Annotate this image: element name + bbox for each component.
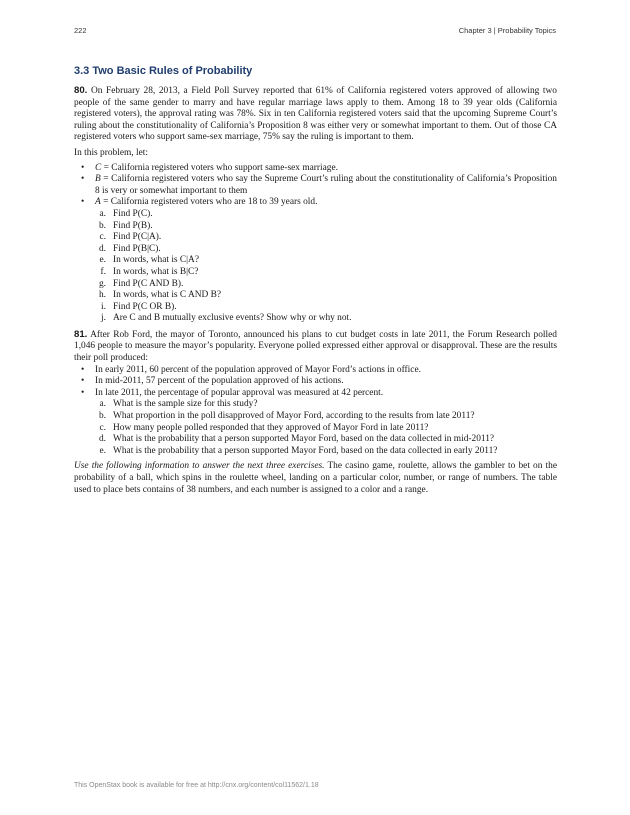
variable-name: C (95, 162, 102, 173)
list-item: d. Find P(B|C). (98, 243, 161, 254)
list-item: i. Find P(C OR B). (101, 301, 177, 312)
list-item: h. In words, what is C AND B? (98, 290, 222, 301)
list-item: f. In words, what is B|C? (100, 266, 199, 277)
roulette-intro (74, 461, 557, 496)
list-item: e. What is the probability that a person supported Mayor Ford, based on the data collected in early 2011? (99, 445, 498, 456)
variable-name: A (95, 197, 101, 208)
page-number: 222 (74, 26, 87, 35)
list-item: • In early 2011, 60 percent of the population approved of Mayor Ford’s actions in office. (74, 365, 557, 377)
exercise-81-questions (74, 399, 557, 457)
exercise-text: After Rob Ford, the mayor of Toronto, announced his plans to cut budget costs in late 2011, the Forum Research polled 1,046 people to measure the mayor’s popularity. Everyone polled expressed either approval or disapproval. These are the results their poll produced: (74, 329, 557, 364)
section-title: 3.3 Two Basic Rules of Probability (74, 65, 253, 77)
list-item: • C = California registered voters who support same-sex marriage. (74, 163, 557, 175)
exercise-80-questions (74, 209, 557, 325)
exercise-lead: In this problem, let: (74, 147, 148, 158)
list-item: • A = California registered voters who are 18 to 39 years old. (74, 197, 557, 209)
variable-definitions (74, 163, 557, 209)
list-item: j. Are C and B mutually exclusive events? Show why or why not. (101, 313, 352, 324)
list-item: • In late 2011, the percentage of popular approval was measured at 42 percent. (74, 388, 557, 400)
exercise-number: 81. (74, 328, 88, 340)
list-item: • B = California registered voters who say the Supreme Court’s ruling about the constitutionality of California’s Proposition 8 is very or somewhat important to them (74, 174, 557, 197)
list-item: b. What proportion in the poll disapproved of Mayor Ford, according to the results from late 2011? (98, 411, 475, 422)
footer-note: This OpenStax book is available for free at http://cnx.org/content/col11562/1.18 (74, 782, 319, 789)
list-item: c. How many people polled responded that they approved of Mayor Ford in late 2011? (99, 422, 429, 433)
exercise-text: On February 28, 2013, a Field Poll Survey reported that 61% of California registered voters approved of allowing two people of the same gender to marry and have regular marriage laws apply to them. Among 18 to 39 year olds (California registered voters), the approval rating was 78%. Six in ten California registered voters said that the upcoming Supreme Court’s ruling about the constitutionality of California’s Proposition 8 was either very or somewhat important to them. Out of those CA registered voters who support same-sex marriage, 75% say the ruling is important to them. (74, 86, 557, 143)
exercise-81 (74, 329, 557, 365)
list-item: b. Find P(B). (98, 220, 153, 231)
intro-instruction: Use the following information to answer the next three exercises. (74, 461, 325, 472)
variable-name: B (95, 174, 101, 185)
poll-results (74, 365, 557, 400)
list-item: d. What is the probability that a person supported Mayor Ford, based on the data collected in mid-2011? (98, 434, 495, 445)
intro-text: The casino game, roulette, allows the gambler to bet on the probability of a ball, which spins in the roulette wheel, landing on a particular color, number, or range of numbers. The table used to place bets contains of 38 numbers, and each number is assigned to a color and a range. (74, 461, 557, 495)
list-item: e. In words, what is C|A? (99, 255, 199, 266)
exercise-80 (74, 85, 557, 144)
list-item: a. Find P(C). (99, 208, 153, 219)
list-item: g. Find P(C AND B). (98, 278, 184, 289)
list-item: c. Find P(C|A). (99, 232, 162, 243)
list-item: • In mid-2011, 57 percent of the population approved of his actions. (74, 376, 557, 388)
list-item: a. What is the sample size for this study? (99, 399, 258, 410)
chapter-header: Chapter 3 | Probability Topics (458, 26, 556, 35)
exercise-number: 80. (74, 85, 88, 96)
page-content (74, 64, 557, 496)
